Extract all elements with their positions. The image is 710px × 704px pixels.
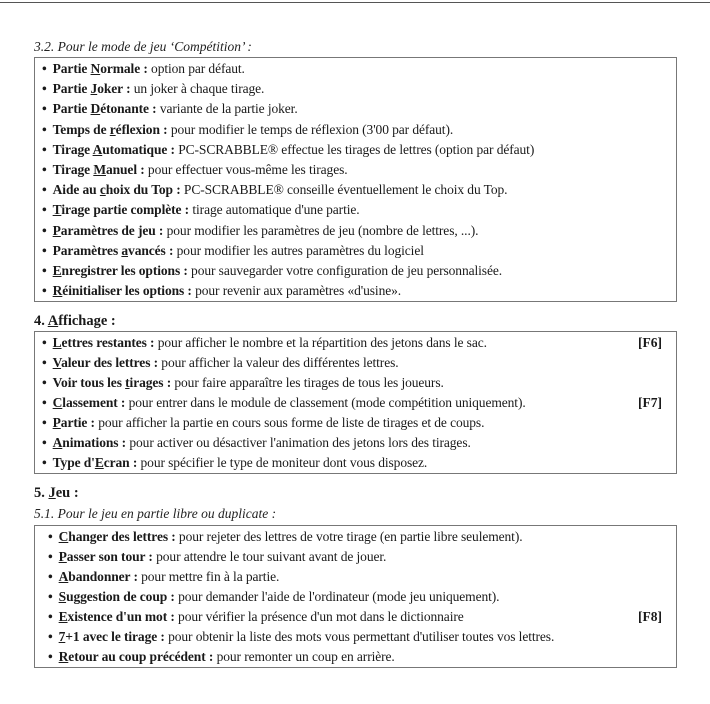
item-description: pour spécifier le type de moniteur dont vous disposez.: [137, 455, 428, 470]
item-label: [53, 455, 138, 470]
item-label-hotkey: A: [58, 569, 69, 584]
bullet: •: [42, 242, 47, 258]
item-label-rest: uggestion de coup :: [66, 589, 175, 604]
item-label-prefix: Partie: [52, 61, 91, 76]
section-5-rest: eu :: [55, 485, 79, 501]
list-item: [42, 261, 502, 280]
item-label-hotkey: J: [90, 81, 98, 97]
item-label-prefix: Aide au: [52, 182, 100, 198]
item-label-rest: ettres restantes :: [61, 335, 155, 350]
item-label: [53, 61, 148, 76]
item-description: un joker à chaque tirage.: [130, 81, 265, 97]
item-label-rest: nregistrer les options :: [61, 263, 188, 278]
section-5-prefix: 5.: [34, 485, 49, 501]
shortcut-key: [F7]: [638, 395, 662, 410]
bullet: •: [42, 415, 47, 430]
item-description: pour modifier le temps de réflexion (3'00 par défaut).: [167, 121, 454, 137]
item-description: pour rejeter des lettres de votre tirage (en partie libre seulement).: [175, 529, 523, 544]
item-label-hotkey: R: [52, 283, 63, 299]
item-label-hotkey: c: [99, 182, 106, 198]
item-label-rest: utomatique :: [102, 141, 175, 157]
bullet: •: [42, 375, 47, 390]
item-label-rest: aleur des lettres :: [61, 355, 159, 370]
list-item: [42, 373, 444, 392]
item-label-hotkey: N: [90, 61, 101, 76]
item-label-rest: anuel :: [105, 162, 145, 177]
item-label-hotkey: C: [58, 529, 69, 544]
bullet: •: [42, 355, 47, 370]
shortcut-key: [F6]: [638, 335, 662, 350]
item-label-rest: asser son tour :: [66, 549, 153, 564]
item-description: pour afficher le nombre et la répartition des jetons dans le sac.: [154, 335, 487, 350]
list-item: [42, 393, 526, 412]
item-label-rest: vancés :: [128, 242, 174, 258]
section-4-rest: ffichage :: [58, 313, 116, 329]
bullet: •: [42, 335, 47, 350]
section-4-title: [34, 312, 116, 330]
item-description: option par défaut.: [147, 61, 245, 76]
list-item: [42, 333, 487, 352]
list-item: [42, 160, 348, 179]
bullet: •: [48, 629, 53, 644]
item-label-hotkey: t: [125, 375, 130, 390]
item-description: pour modifier les autres paramètres du logiciel: [173, 242, 424, 258]
bullet: •: [48, 569, 53, 584]
item-label-rest: artie :: [60, 415, 95, 430]
list-item: [48, 627, 554, 646]
item-label-rest: irages :: [129, 375, 172, 390]
item-label-rest: cran :: [103, 455, 138, 470]
item-label-hotkey: A: [92, 141, 103, 157]
item-label: [53, 335, 155, 350]
item-label: [53, 223, 164, 238]
list-item: [42, 353, 399, 372]
item-description: pour obtenir la liste des mots vous permettant d'utiliser toutes vos lettres.: [164, 629, 555, 644]
item-label: [53, 283, 192, 298]
list-item: [42, 453, 427, 472]
list-item: [42, 99, 298, 118]
item-label-rest: bandonner :: [68, 569, 138, 584]
item-description: pour mettre fin à la partie.: [137, 569, 280, 584]
item-label: [59, 529, 176, 544]
item-description: pour attendre le tour suivant avant de jouer.: [152, 549, 387, 564]
shortcut-key: [F8]: [638, 609, 662, 624]
item-label: [53, 415, 95, 430]
bullet: •: [42, 283, 47, 299]
list-item: [48, 567, 279, 586]
bullet: •: [42, 263, 47, 278]
list-item: [42, 241, 424, 260]
item-label-rest: hanger des lettres :: [68, 529, 176, 544]
list-item: [42, 79, 264, 98]
bullet: •: [48, 529, 53, 544]
item-description: PC-SCRABBLE® effectue les tirages de lettres (option par défaut): [174, 141, 535, 157]
bullet: •: [42, 202, 47, 218]
item-label: [53, 81, 131, 96]
item-label-hotkey: P: [58, 549, 67, 564]
item-label: [53, 355, 158, 370]
item-label-hotkey: E: [58, 609, 68, 624]
list-item: [42, 140, 534, 159]
item-description: pour entrer dans le module de classement (mode compétition uniquement).: [125, 395, 526, 410]
item-label-hotkey: S: [58, 589, 67, 604]
item-label: [53, 142, 175, 157]
list-item: [42, 433, 471, 452]
item-label: [53, 162, 145, 177]
item-label-hotkey: P: [52, 222, 61, 238]
list-item: [42, 120, 453, 139]
item-label-hotkey: R: [58, 649, 69, 664]
item-label-hotkey: L: [52, 335, 62, 350]
item-label-prefix: Tirage: [52, 141, 93, 157]
item-label-rest: oker :: [97, 81, 131, 97]
item-label: [53, 263, 188, 278]
list-item: [48, 527, 523, 546]
bullet: •: [48, 649, 53, 664]
item-description: pour modifier les paramètres de jeu (nombre de lettres, ...).: [163, 222, 479, 238]
list-item: [42, 59, 245, 78]
item-label-hotkey: E: [94, 455, 104, 470]
item-label-rest: lassement :: [62, 395, 126, 410]
item-label-rest: +1 avec le tirage :: [65, 629, 165, 644]
item-label: [53, 202, 189, 217]
bullet: •: [42, 182, 47, 198]
item-label: [59, 549, 153, 564]
item-description: pour activer ou désactiver l'animation des jetons lors des tirages.: [126, 435, 471, 450]
list-item: [42, 180, 507, 199]
item-label-rest: étonante :: [100, 101, 157, 117]
item-label-rest: etour au coup précédent :: [68, 649, 214, 664]
list-item: [48, 587, 499, 606]
item-description: pour afficher la valeur des différentes lettres.: [158, 355, 399, 370]
section-5-1-subtitle: 5.1. Pour le jeu en partie libre ou duplicate :: [34, 506, 277, 521]
bullet: •: [48, 589, 53, 604]
bullet: •: [42, 395, 47, 410]
item-label: [59, 649, 214, 664]
item-label-hotkey: a: [121, 242, 129, 258]
item-label-rest: éinitialiser les options :: [62, 283, 192, 299]
item-description: pour sauvegarder votre configuration de jeu personnalisée.: [187, 263, 503, 278]
item-label-prefix: Paramètres: [52, 242, 122, 258]
list-item: [48, 607, 464, 626]
item-description: pour demander l'aide de l'ordinateur (mode jeu uniquement).: [174, 589, 500, 604]
item-description: pour effectuer vous-même les tirages.: [144, 162, 348, 177]
item-description: pour faire apparaître les tirages de tous les joueurs.: [171, 375, 444, 390]
item-label-rest: éflexion :: [115, 121, 168, 137]
bullet: •: [42, 162, 47, 177]
item-label: [59, 609, 175, 624]
item-label-hotkey: V: [52, 355, 62, 370]
item-label-prefix: Partie: [52, 101, 91, 117]
list-item: [42, 200, 360, 219]
item-description: pour remonter un coup en arrière.: [213, 649, 395, 664]
list-item: [42, 281, 401, 300]
top-rule: [0, 2, 710, 3]
item-label: [59, 589, 175, 604]
item-label-prefix: Voir tous les: [52, 375, 126, 390]
item-label-rest: nimations :: [62, 435, 127, 450]
item-label-prefix: Type d': [52, 455, 95, 470]
section-4-prefix: 4.: [34, 313, 48, 329]
item-label-hotkey: C: [52, 395, 63, 410]
item-label: [53, 375, 171, 390]
item-label: [53, 243, 174, 258]
item-label-prefix: Tirage: [52, 162, 94, 177]
list-item: [48, 647, 395, 666]
bullet: •: [42, 141, 47, 157]
section-3-2-subtitle: 3.2. Pour le mode de jeu ‘Compétition’ :: [34, 39, 252, 54]
item-label-rest: xistence d'un mot :: [67, 609, 175, 624]
item-label-rest: hoix du Top :: [105, 182, 181, 198]
item-label-hotkey: E: [52, 263, 62, 278]
item-description: pour revenir aux paramètres «d'usine».: [191, 283, 402, 299]
item-label-hotkey: M: [93, 162, 106, 177]
item-label: [53, 101, 157, 116]
item-description: pour afficher la partie en cours sous forme de liste de tirages et de coups.: [94, 415, 485, 430]
item-label-rest: irage partie complète :: [61, 202, 190, 218]
item-label: [53, 122, 168, 137]
bullet: •: [42, 101, 47, 117]
item-description: tirage automatique d'une partie.: [189, 202, 360, 218]
bullet: •: [48, 609, 53, 624]
bullet: •: [42, 222, 47, 238]
item-label: [53, 435, 126, 450]
bullet: •: [42, 435, 47, 450]
bullet: •: [42, 121, 47, 137]
item-description: variante de la partie joker.: [156, 101, 298, 117]
item-label-hotkey: r: [109, 121, 116, 137]
item-label-hotkey: P: [52, 415, 61, 430]
item-label: [59, 569, 138, 584]
item-label-prefix: Temps de: [52, 121, 110, 137]
list-item: [42, 221, 478, 240]
list-item: [48, 547, 386, 566]
item-label-rest: ormale :: [100, 61, 148, 76]
item-label: [53, 182, 181, 197]
item-label-hotkey: D: [90, 101, 101, 117]
bullet: •: [42, 455, 47, 470]
bullet: •: [42, 61, 47, 76]
item-label: [53, 395, 126, 410]
list-item: [42, 413, 484, 432]
item-label-prefix: Partie: [52, 81, 91, 97]
item-label-hotkey: 7: [58, 629, 66, 644]
bullet: •: [42, 81, 47, 97]
item-description: pour vérifier la présence d'un mot dans le dictionnaire: [174, 609, 464, 624]
section-4-u: A: [47, 313, 59, 329]
section-5-u: J: [48, 485, 56, 501]
item-description: PC-SCRABBLE® conseille éventuellement le choix du Top.: [180, 182, 508, 198]
bullet: •: [48, 549, 53, 564]
item-label-hotkey: T: [52, 202, 62, 218]
item-label-rest: aramètres de jeu :: [60, 222, 164, 238]
item-label-hotkey: A: [52, 435, 63, 450]
item-label: [59, 629, 165, 644]
section-5-title: [34, 484, 79, 502]
